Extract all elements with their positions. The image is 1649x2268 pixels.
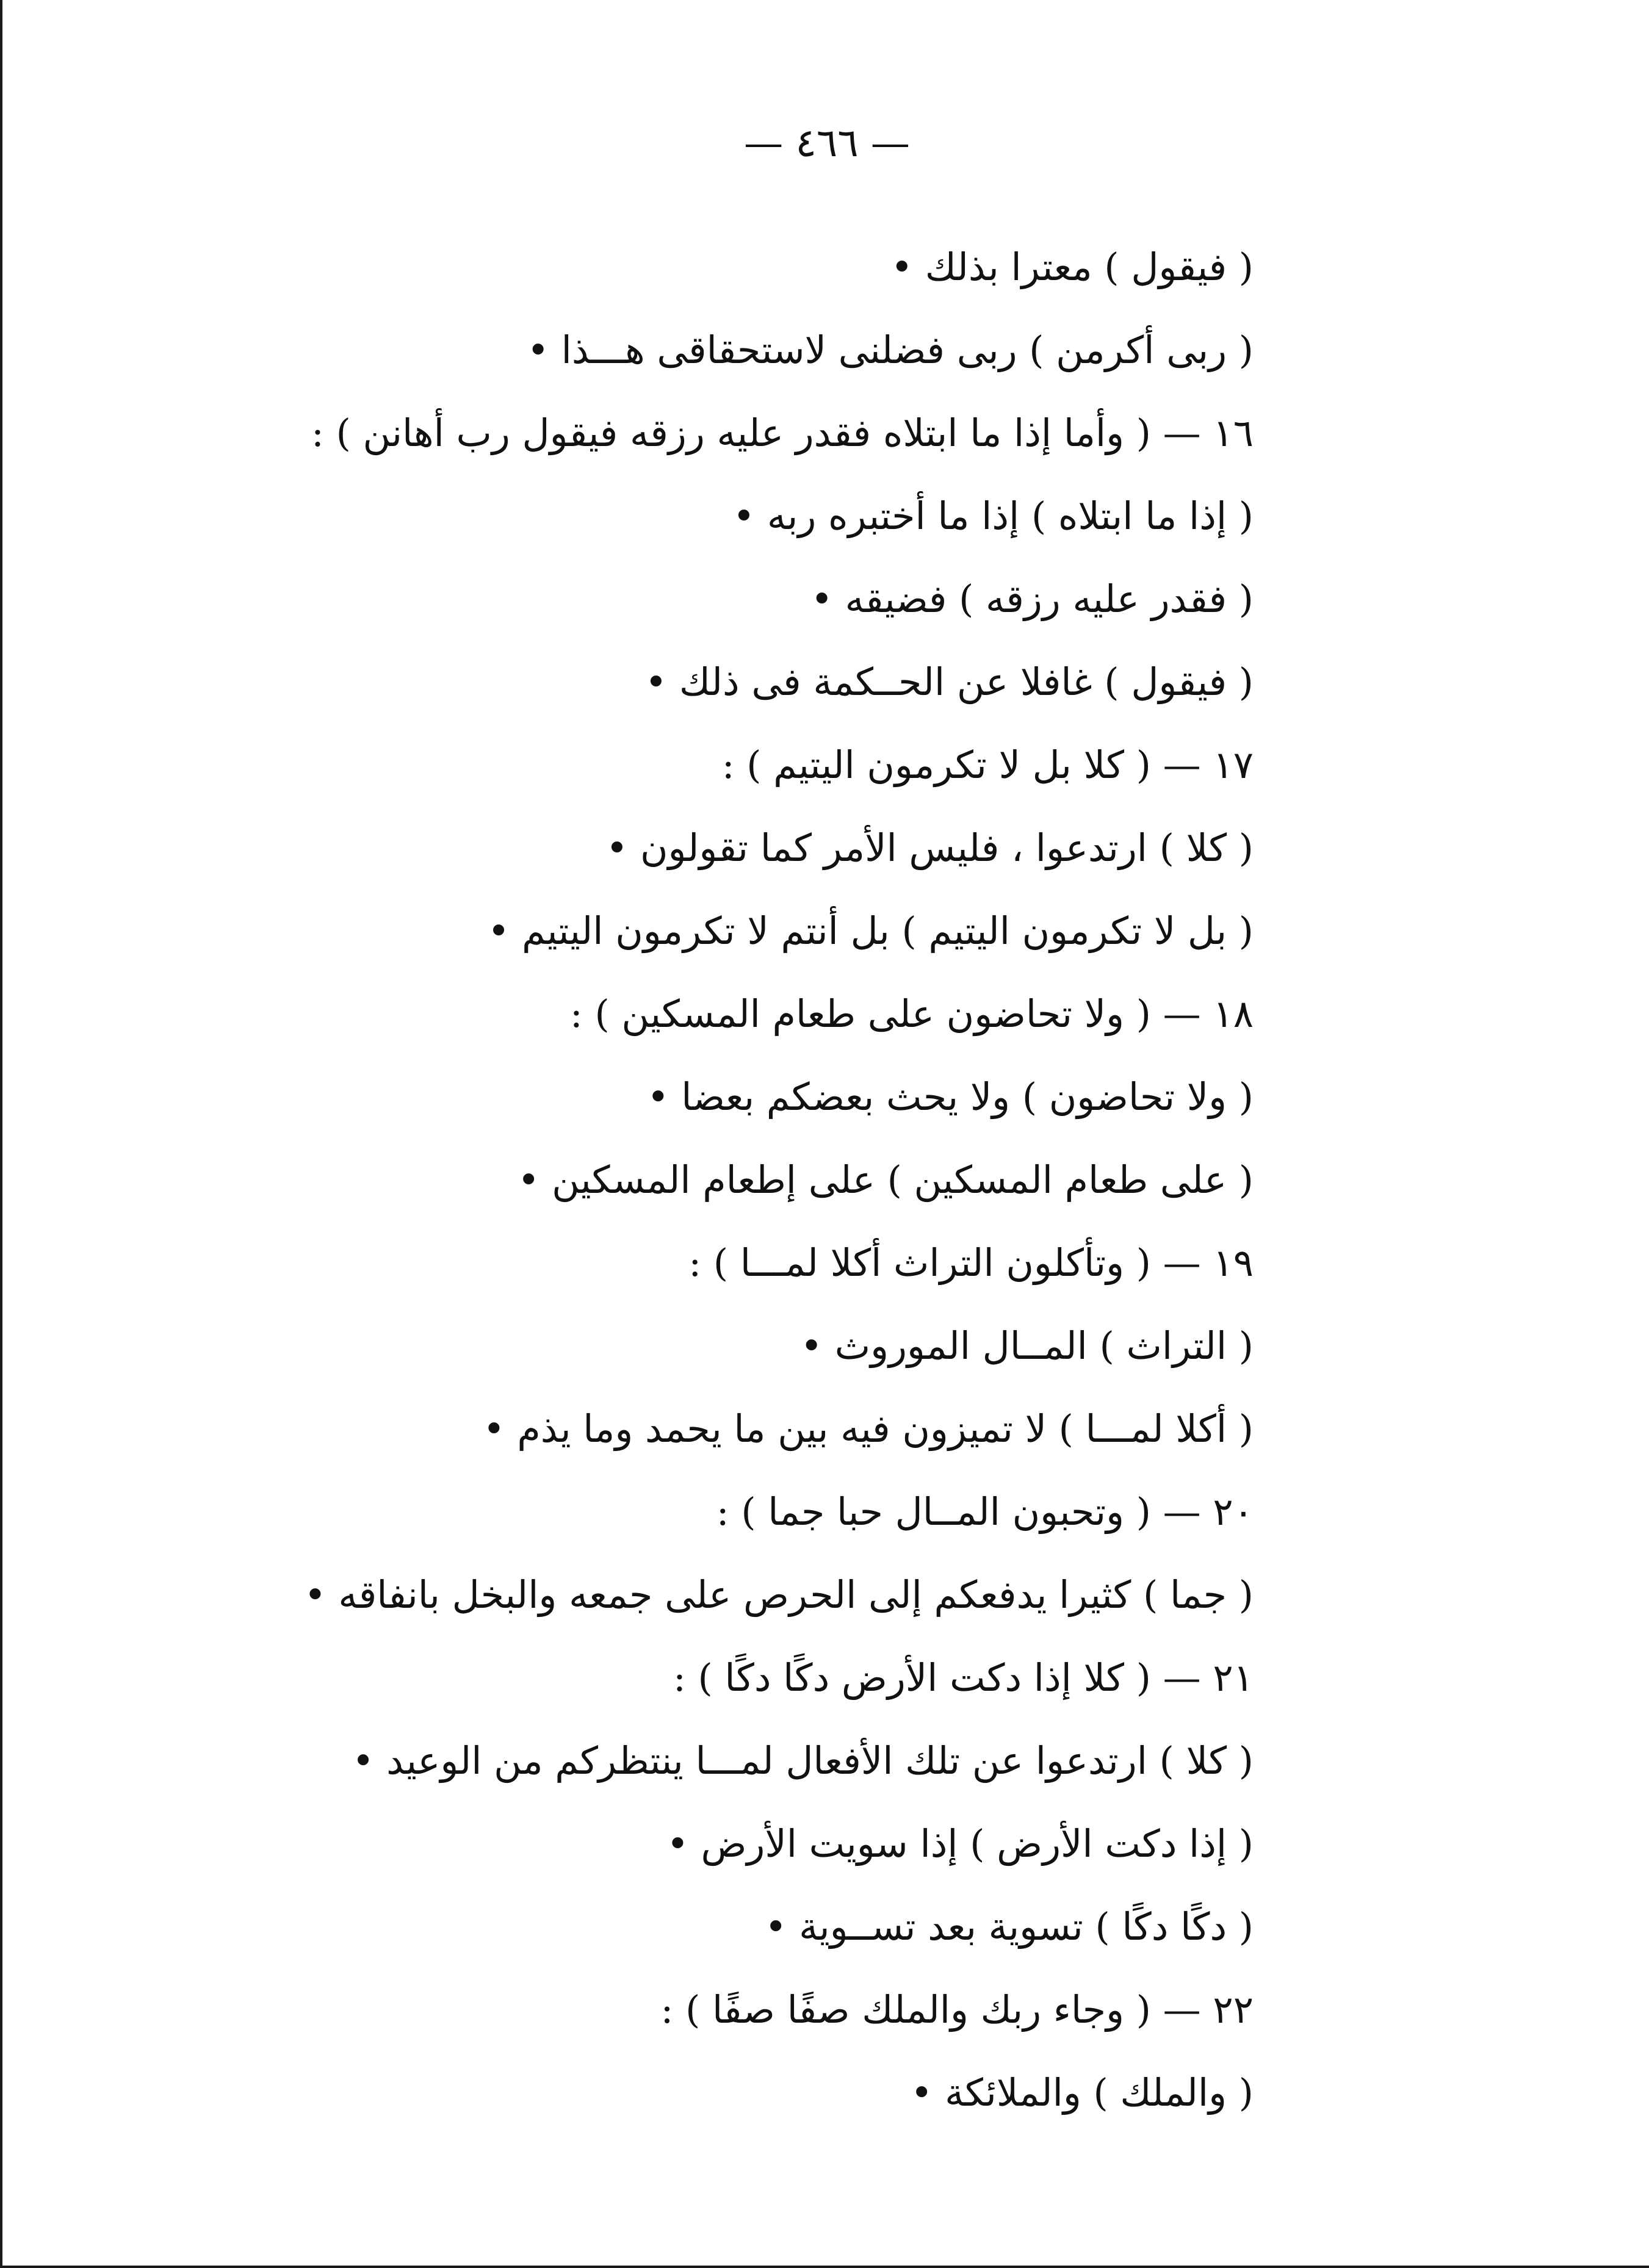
- tafsir-text-block: [265, 226, 1254, 2134]
- verse-line: ١٦ — ( وأما إذا ما ابتلاه فقدر عليه رزقه فيقول رب أهانن ) :: [311, 411, 1254, 455]
- explanation-line: ( على طعام المسكين ) على إطعام المسكين •: [517, 1157, 1254, 1202]
- verse-line: ٢١ — ( كلا إذا دكت الأرض دكًا دكًا ) :: [673, 1655, 1254, 1700]
- verse-line: ٢٠ — ( وتحبون المــال حبا جما ) :: [716, 1489, 1254, 1534]
- verse-line: ١٧ — ( كلا بل لا تكرمون اليتيم ) :: [721, 743, 1254, 787]
- verse-line: ١٩ — ( وتأكلون التراث أكلا لمـــا ) :: [688, 1240, 1254, 1285]
- explanation-line: ( إذا ما ابتلاه ) إذا ما أختبره ربه •: [732, 494, 1254, 538]
- verse-line: ٢٢ — ( وجاء ربك والملك صفًا صفًا ) :: [660, 1987, 1254, 2032]
- explanation-line: ( أكلا لمـــا ) لا تميزون فيه بين ما يحمد وما يذم •: [483, 1406, 1254, 1451]
- explanation-line: ( دكًا دكًا ) تسوية بعد تســوية •: [764, 1904, 1254, 1949]
- explanation-line: ( والملك ) والملائكة •: [910, 2070, 1254, 2115]
- verse-line: ١٨ — ( ولا تحاضون على طعام المسكين ) :: [569, 992, 1254, 1036]
- explanation-line: ( فيقول ) غافلا عن الحــكمة فى ذلك •: [644, 660, 1254, 704]
- explanation-line: ( ربى أكرمن ) ربى فضلنى لاستحقاقى هـــذا •: [527, 328, 1254, 372]
- explanation-line: ( كلا ) ارتدعوا عن تلك الأفعال لمـــا ينتظركم من الوعيد •: [352, 1738, 1254, 1783]
- explanation-line: ( بل لا تكرمون اليتيم ) بل أنتم لا تكرمون اليتيم •: [487, 909, 1254, 953]
- explanation-line: ( فيقول ) معترا بذلك •: [890, 245, 1254, 289]
- explanation-line: ( فقدر عليه رزقه ) فضيقه •: [810, 577, 1254, 621]
- explanation-line: ( كلا ) ارتدعوا ، فليس الأمر كما تقولون •: [605, 826, 1254, 870]
- explanation-line: ( جما ) كثيرا يدفعكم إلى الحرص على جمعه والبخل بانفاقه •: [304, 1572, 1254, 1617]
- explanation-line: ( التراث ) المــال الموروث •: [800, 1323, 1254, 1368]
- explanation-line: ( ولا تحاضون ) ولا يحث بعضكم بعضا •: [647, 1075, 1254, 1119]
- explanation-line: ( إذا دكت الأرض ) إذا سويت الأرض •: [666, 1821, 1254, 1866]
- page-number: — ٤٦٦ —: [744, 121, 910, 166]
